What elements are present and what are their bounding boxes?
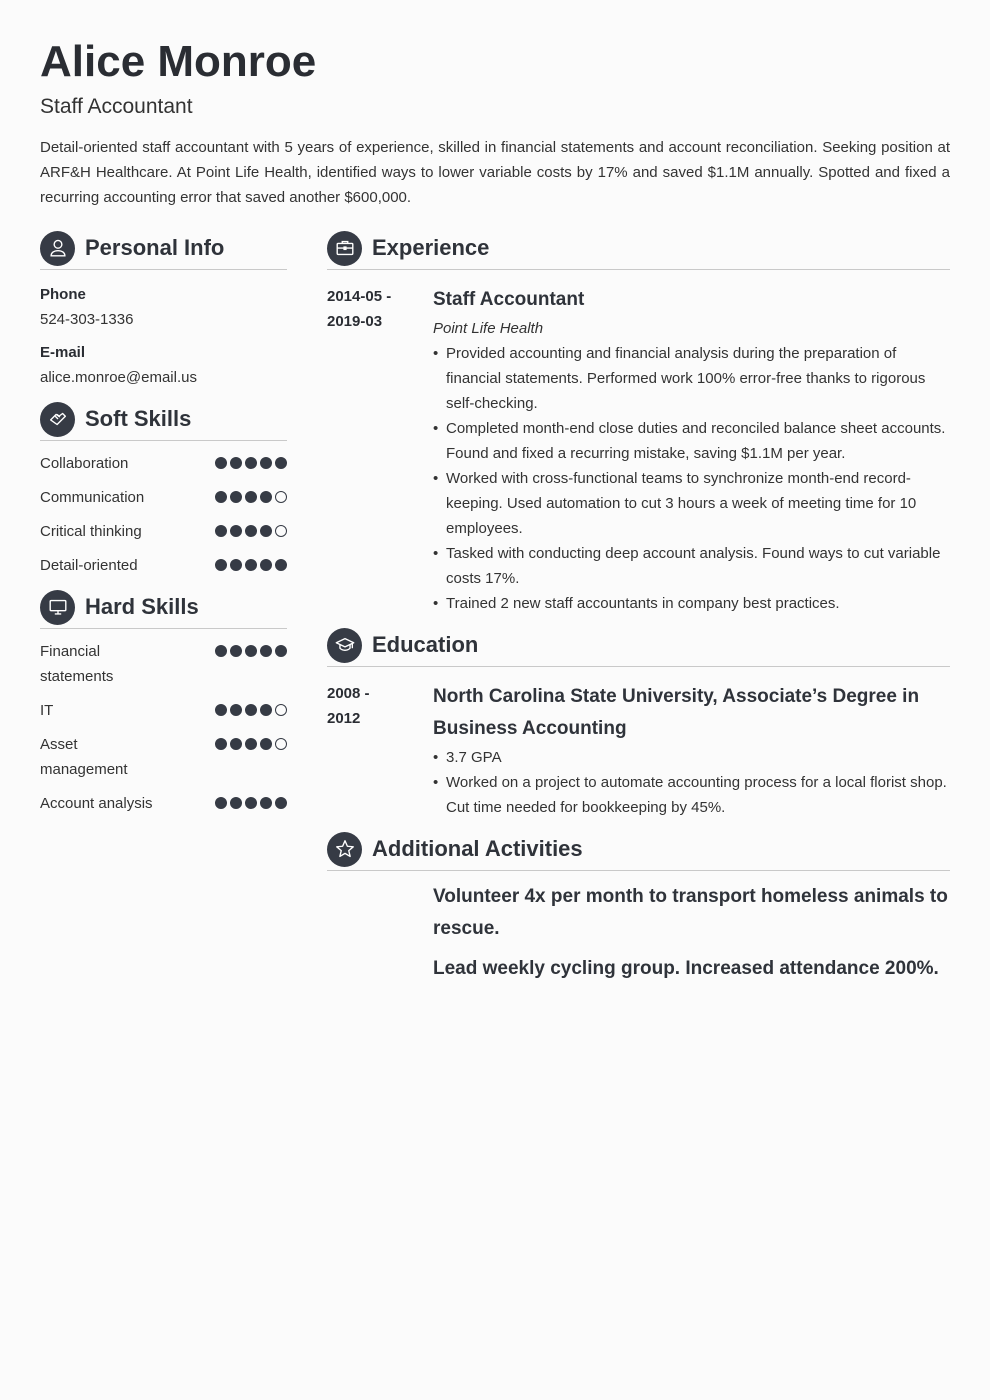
star-icon xyxy=(327,832,362,867)
skill-rating xyxy=(215,451,287,469)
rating-dot-filled xyxy=(215,525,227,537)
skill-rating xyxy=(215,553,287,571)
bullet-item: • Provided accounting and financial analysis during the preparation of financial statements. Performed work 100% error-free thanks to rigorous self-checking. xyxy=(433,341,950,416)
rating-dot-filled xyxy=(245,457,257,469)
skill-rating xyxy=(215,698,287,716)
rating-dot-filled xyxy=(245,645,257,657)
bullet-item: • 3.7 GPA xyxy=(433,745,950,770)
rating-dot-filled xyxy=(260,559,272,571)
education-entry xyxy=(327,681,950,820)
job-title: Staff Accountant xyxy=(40,95,193,118)
activity-item: Lead weekly cycling group. Increased attendance 200%. xyxy=(433,958,939,979)
experience-entry xyxy=(327,284,950,616)
rating-dot-filled xyxy=(245,738,257,750)
activity-item: Volunteer 4x per month to transport homeless animals to rescue. xyxy=(433,886,948,939)
email-label: E-mail xyxy=(40,344,86,361)
activity-list xyxy=(433,881,950,985)
rating-dot-filled xyxy=(215,797,227,809)
entry-body xyxy=(433,284,950,616)
skill-row xyxy=(40,732,287,782)
section-title: Personal Info xyxy=(85,235,225,260)
skill-rating xyxy=(215,791,287,809)
rating-dot-empty xyxy=(275,704,287,716)
bullet-item: • Worked on a project to automate accounting process for a local florist shop. Cut time needed for bookkeeping by 45%. xyxy=(433,770,950,820)
rating-dot-filled xyxy=(230,525,242,537)
rating-dot-filled xyxy=(275,645,287,657)
bullet-item: • Completed month-end close duties and reconciled balance sheet accounts. Found and fixed a recurring mistake, saving $1.1M per year. xyxy=(433,416,950,466)
briefcase-icon xyxy=(327,231,362,266)
skill-row xyxy=(40,791,287,816)
skill-rating xyxy=(215,732,287,750)
rating-dot-filled xyxy=(215,738,227,750)
user-icon xyxy=(40,231,75,266)
section-header xyxy=(327,831,950,871)
personal-info-section xyxy=(40,230,287,390)
skill-row xyxy=(40,485,287,510)
section-title: Experience xyxy=(372,235,490,260)
rating-dot-filled xyxy=(230,457,242,469)
rating-dot-filled xyxy=(215,457,227,469)
rating-dot-filled xyxy=(215,559,227,571)
rating-dot-empty xyxy=(275,738,287,750)
left-column xyxy=(40,230,287,827)
date-end: 2012 xyxy=(327,710,361,727)
rating-dot-filled xyxy=(230,559,242,571)
entry-org: Point Life Health xyxy=(433,320,544,337)
soft-skill-list xyxy=(40,451,287,578)
rating-dot-filled xyxy=(245,525,257,537)
rating-dot-filled xyxy=(245,491,257,503)
candidate-name: Alice Monroe xyxy=(40,37,317,86)
bullet-list xyxy=(433,745,950,820)
skill-name: Critical thinking xyxy=(40,523,142,540)
section-title: Education xyxy=(372,632,479,657)
rating-dot-filled xyxy=(275,457,287,469)
skill-rating xyxy=(215,519,287,537)
skill-row xyxy=(40,451,287,476)
rating-dot-filled xyxy=(215,491,227,503)
section-title: Soft Skills xyxy=(85,406,192,431)
summary: Detail-oriented staff accountant with 5 years of experience, skilled in financial statements and account reconciliation. Seeking position at ARF&H Healthcare. At Point Life Health, identified ways to lower variable costs by 17% and saved $1.1M annually. Spotted and fixed a recurring accounting error that saved another $600,000. xyxy=(40,139,950,206)
rating-dot-filled xyxy=(260,491,272,503)
skill-rating xyxy=(215,639,287,657)
rating-dot-filled xyxy=(260,645,272,657)
skill-row xyxy=(40,639,287,689)
phone-label: Phone xyxy=(40,286,86,303)
phone-value: 524-303-1336 xyxy=(40,311,134,328)
activities-section xyxy=(327,831,950,985)
rating-dot-filled xyxy=(275,797,287,809)
entry-date xyxy=(327,284,433,616)
section-header xyxy=(40,589,287,629)
experience-section xyxy=(327,230,950,616)
rating-dot-filled xyxy=(260,797,272,809)
skill-name: Financial statements xyxy=(40,643,114,685)
rating-dot-filled xyxy=(230,738,242,750)
bullet-item: • Trained 2 new staff accountants in company best practices. xyxy=(433,591,950,616)
skill-row xyxy=(40,698,287,723)
skill-name: IT xyxy=(40,702,54,719)
rating-dot-empty xyxy=(275,491,287,503)
rating-dot-filled xyxy=(230,491,242,503)
section-header xyxy=(40,401,287,441)
rating-dot-filled xyxy=(245,704,257,716)
phone-block xyxy=(40,282,287,332)
skill-rating xyxy=(215,485,287,503)
soft-skills-section xyxy=(40,401,287,578)
skill-name: Communication xyxy=(40,489,145,506)
rating-dot-filled xyxy=(245,559,257,571)
graduation-cap-icon xyxy=(327,628,362,663)
right-column xyxy=(327,230,950,996)
skill-name: Detail-oriented xyxy=(40,557,138,574)
bullet-item: • Worked with cross-functional teams to synchronize month-end record-keeping. Used automation to cut 3 hours a week of meeting time for 10 employees. xyxy=(433,466,950,541)
section-title: Hard Skills xyxy=(85,594,199,619)
hard-skills-section xyxy=(40,589,287,816)
rating-dot-empty xyxy=(275,525,287,537)
skill-row xyxy=(40,553,287,578)
entry-body xyxy=(433,681,950,820)
handshake-icon xyxy=(40,402,75,437)
entry-title: Staff Accountant xyxy=(433,289,585,310)
rating-dot-filled xyxy=(230,797,242,809)
rating-dot-filled xyxy=(215,704,227,716)
rating-dot-filled xyxy=(260,738,272,750)
date-start: 2014-05 - xyxy=(327,288,392,305)
monitor-icon xyxy=(40,590,75,625)
email-block xyxy=(40,340,287,390)
rating-dot-filled xyxy=(215,645,227,657)
section-title: Additional Activities xyxy=(372,836,583,861)
skill-row xyxy=(40,519,287,544)
skill-name: Collaboration xyxy=(40,455,129,472)
rating-dot-filled xyxy=(275,559,287,571)
rating-dot-filled xyxy=(230,704,242,716)
rating-dot-filled xyxy=(230,645,242,657)
email-value: alice.monroe@email.us xyxy=(40,369,197,386)
skill-name: Account analysis xyxy=(40,795,153,812)
rating-dot-filled xyxy=(245,797,257,809)
entry-title: North Carolina State University, Associate’s Degree in Business Accounting xyxy=(433,686,920,739)
bullet-item: • Tasked with conducting deep account analysis. Found ways to cut variable costs 17%. xyxy=(433,541,950,591)
education-section xyxy=(327,627,950,820)
section-header xyxy=(40,230,287,270)
bullet-list xyxy=(433,341,950,616)
rating-dot-filled xyxy=(260,525,272,537)
entry-date xyxy=(327,681,433,820)
skill-name: Asset management xyxy=(40,736,128,778)
rating-dot-filled xyxy=(260,457,272,469)
rating-dot-filled xyxy=(260,704,272,716)
hard-skill-list xyxy=(40,639,287,816)
section-header xyxy=(327,627,950,667)
section-header xyxy=(327,230,950,270)
date-end: 2019-03 xyxy=(327,313,383,330)
date-start: 2008 - xyxy=(327,685,370,702)
